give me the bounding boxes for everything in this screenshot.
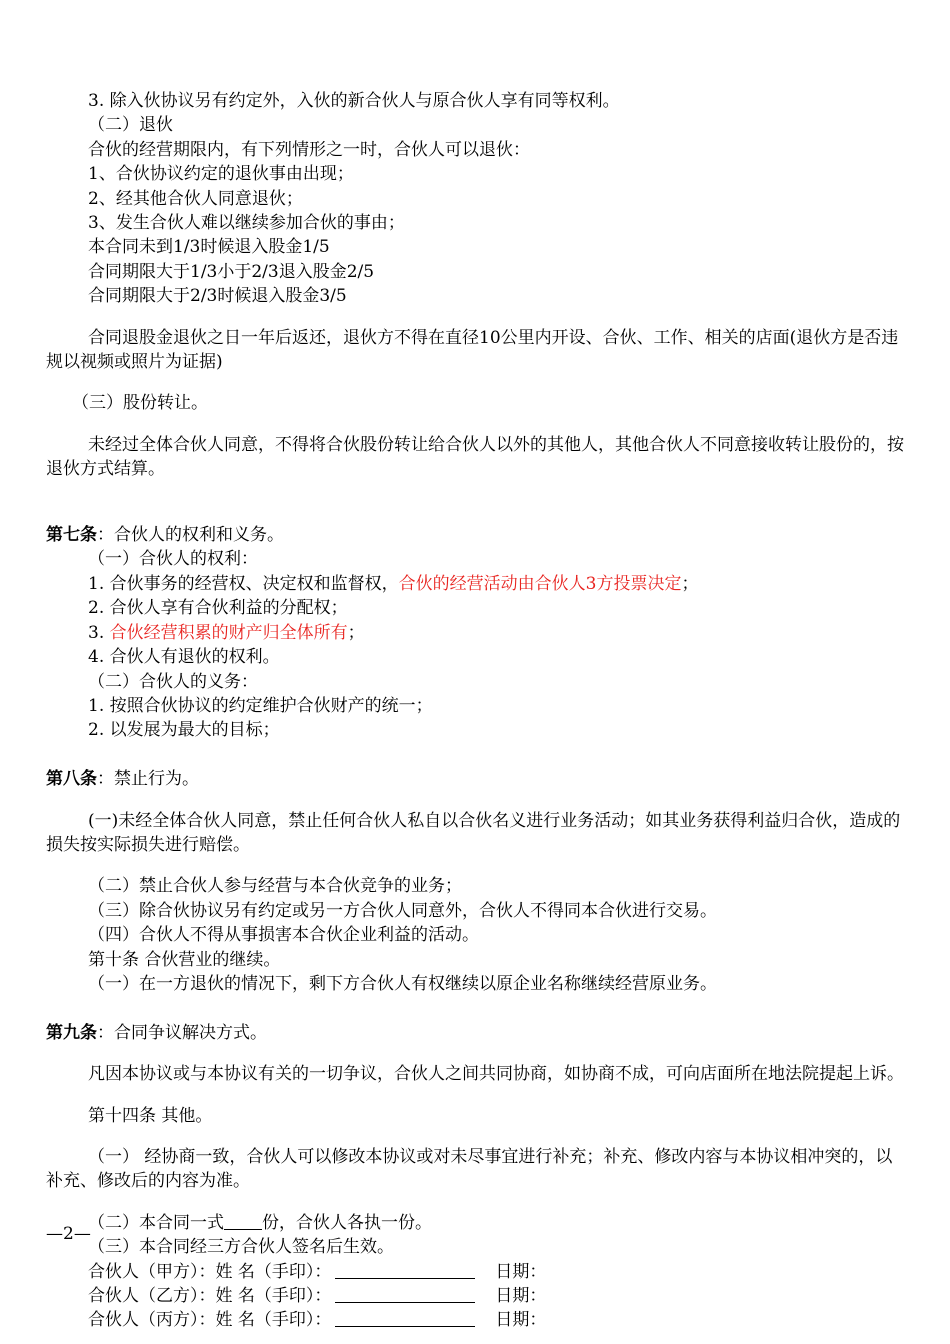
copies-clause (46, 1211, 906, 1235)
article-9-para: 凡因本协议或与本协议有关的一切争议，合伙人之间共同协商，如协商不成，可向店面所在地法院提起上诉。 (88, 1064, 904, 1085)
article-9-title: ：合同争议解决方式。 (97, 1022, 267, 1043)
signature-row-c (46, 1308, 906, 1332)
withdrawal-item: 2、经其他合伙人同意退伙； (88, 188, 303, 209)
rights-item-3: 3. 除入伙协议另有约定外，入伙的新合伙人与原合伙人享有同等权利。 (88, 91, 620, 111)
signature-blank[interactable] (335, 1260, 475, 1279)
rights-item-1-end: ； (681, 573, 699, 594)
withdrawal-item: 本合同未到1/3时候退入股金1/5 (88, 237, 330, 258)
transfer-heading: （三）股份转让。 (72, 393, 208, 414)
article-8-para: (一)未经全体合伙人同意，禁止任何合伙人私自以合伙名义进行业务活动；如其业务获得利益归合伙，造成的损失按实际损失进行赔偿。 (46, 810, 901, 855)
article-7-label: 第七条 (46, 525, 97, 546)
rights-item-1-highlight: 合伙的经营活动由合伙人3方投票决定 (398, 573, 682, 594)
article-8-heading (46, 767, 906, 791)
withdrawal-intro: 合伙的经营期限内，有下列情形之一时，合伙人可以退伙： (88, 139, 530, 160)
article-9-heading (46, 1021, 906, 1045)
date-label: 日期： (495, 1261, 547, 1282)
rights-item-1-text: 1. 合伙事务的经营权、决定权和监督权， (88, 573, 399, 594)
copies-clause-a: （二）本合同一式 (88, 1212, 224, 1233)
signature-row-b (46, 1284, 906, 1308)
copies-clause-b: 份，合伙人各执一份。 (262, 1212, 432, 1233)
withdrawal-item: 合同期限大于2/3时候退入股金3/5 (88, 286, 347, 307)
rights-item-3-end: ； (347, 622, 365, 643)
withdrawal-item: 3、发生合伙人难以继续参加合伙的事由； (88, 213, 405, 234)
effective-clause: （三）本合同经三方合伙人签名后生效。 (88, 1237, 394, 1258)
rights-item-1 (46, 572, 906, 596)
article-8-para: （四）合伙人不得从事损害本合伙企业利益的活动。 (88, 925, 479, 946)
copies-blank[interactable] (224, 1211, 262, 1230)
article-7-title: ：合伙人的权利和义务。 (97, 525, 284, 546)
rights-item-3-highlight: 合伙经营积累的财产归全体所有 (109, 622, 348, 643)
article-8-title: ：禁止行为。 (97, 769, 199, 790)
signature-blank[interactable] (335, 1308, 475, 1327)
signature-label: 合伙人（乙方）：姓 名（手印）： (88, 1286, 332, 1307)
rights-item-2: 2. 合伙人享有合伙利益的分配权； (88, 598, 348, 619)
date-label: 日期： (495, 1286, 547, 1307)
article-14-heading: 第十四条 其他。 (88, 1105, 213, 1126)
rights-heading: （一）合伙人的权利： (88, 549, 258, 570)
withdrawal-item: 1、合伙协议约定的退伙事由出现； (88, 164, 354, 185)
rights-item-3-num: 3. (88, 622, 110, 643)
document-body (46, 89, 906, 1333)
signature-label: 合伙人（甲方）：姓 名（手印）： (88, 1261, 332, 1282)
transfer-text: 未经过全体合伙人同意，不得将合伙股份转让给合伙人以外的其他人，其他合伙人不同意接收转让股份的，按退伙方式结算。 (46, 434, 904, 480)
article-10-heading: 第十条 合伙营业的继续。 (88, 949, 281, 970)
duties-item-1: 1. 按照合伙协议的约定维护合伙财产的统一； (88, 695, 433, 716)
article-14-para: （一） 经协商一致，合伙人可以修改本协议或对未尽事宜进行补充；补充、修改内容与本协议相冲突的，以补充、修改后的内容为准。 (46, 1146, 893, 1192)
withdrawal-item: 合同期限大于1/3小于2/3退入股金2/5 (88, 261, 375, 282)
rights-item-4: 4. 合伙人有退伙的权利。 (88, 647, 280, 668)
duties-heading: （二）合伙人的义务： (88, 671, 258, 692)
date-label: 日期： (495, 1310, 547, 1331)
signature-blank[interactable] (335, 1284, 475, 1303)
signature-row-a (46, 1260, 906, 1284)
article-8-para: （二）禁止合伙人参与经营与本合伙竞争的业务； (88, 876, 462, 897)
withdrawal-heading: （二）退伙 (88, 115, 173, 136)
refund-note: 合同退股金退伙之日一年后返还，退伙方不得在直径10公里内开设、合伙、工作、相关的店面(退伙方是否违规以视频或照片为证据) (46, 327, 899, 373)
duties-item-2: 2. 以发展为最大的目标； (88, 720, 280, 741)
article-8-label: 第八条 (46, 769, 97, 790)
page-number: —2— (46, 1224, 91, 1244)
article-9-label: 第九条 (46, 1022, 97, 1043)
rights-item-3b (46, 621, 906, 645)
article-8-para: （三）除合伙协议另有约定或另一方合伙人同意外，合伙人不得同本合伙进行交易。 (88, 900, 717, 921)
article-7-heading (46, 523, 906, 547)
article-10-para: （一）在一方退伙的情况下，剩下方合伙人有权继续以原企业名称继续经营原业务。 (88, 973, 717, 994)
signature-label: 合伙人（丙方）：姓 名（手印）： (88, 1310, 332, 1331)
